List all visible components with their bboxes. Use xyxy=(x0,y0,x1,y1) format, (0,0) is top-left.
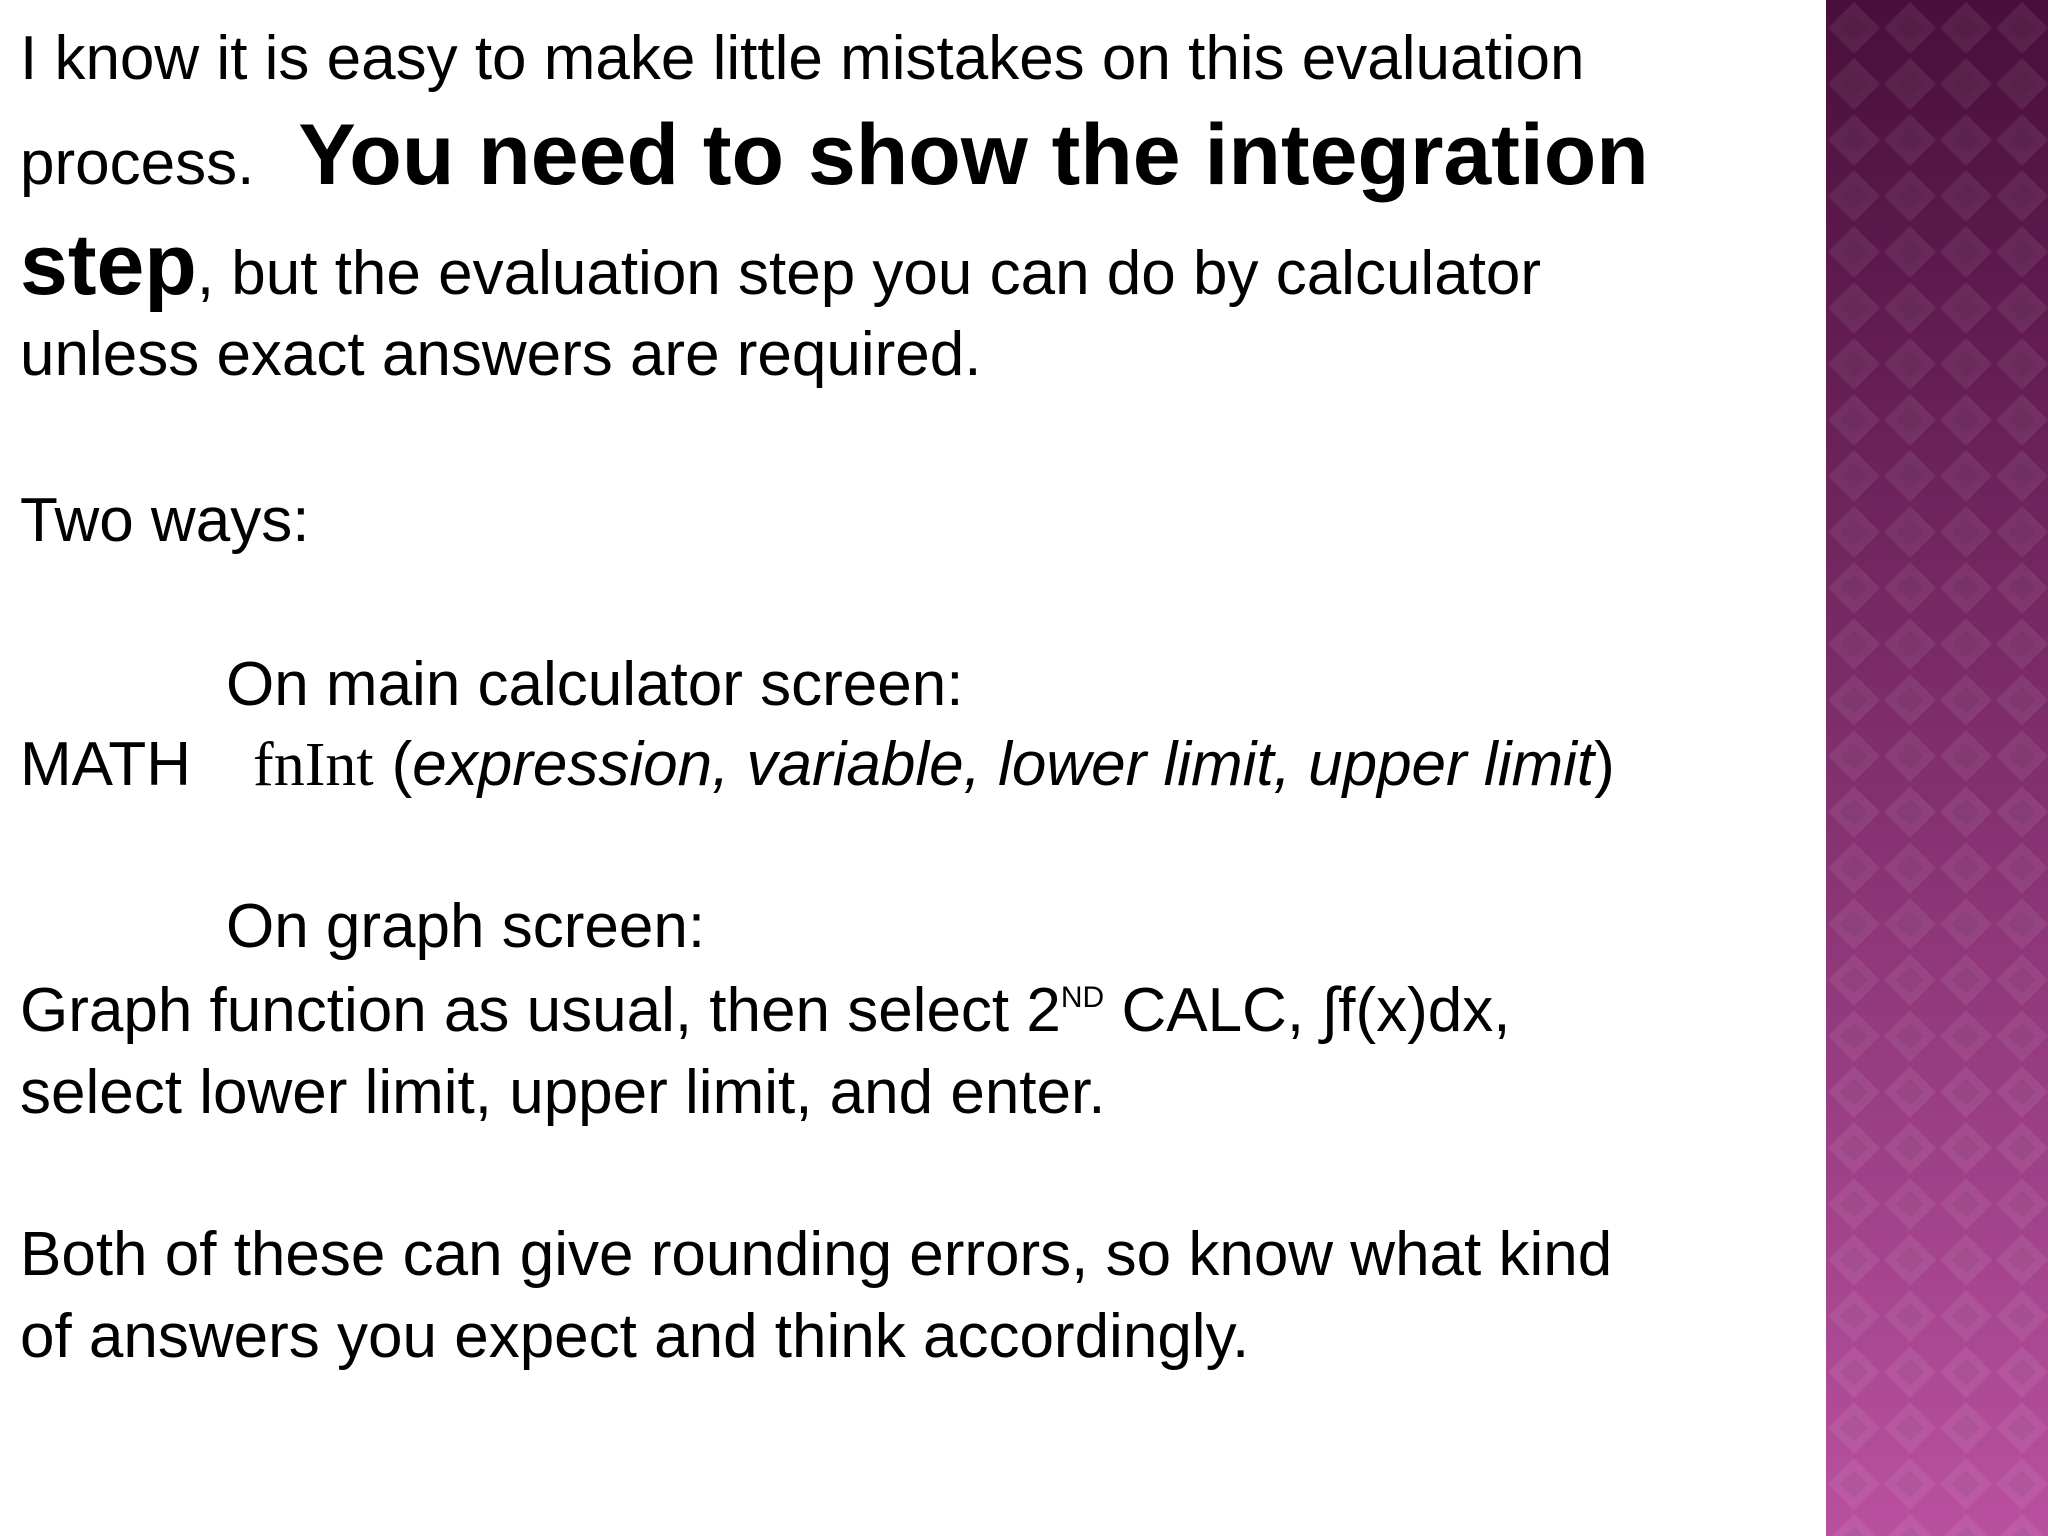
method-2-heading xyxy=(226,892,706,961)
band-diamond-overlay xyxy=(1826,0,2048,1536)
emphasis-step: step xyxy=(20,217,197,313)
para1-line1-text: I know it is easy to make little mistakes on this evaluation xyxy=(20,24,1585,93)
method1-heading-text: On main calculator screen: xyxy=(226,650,964,719)
method-1-heading xyxy=(226,650,964,719)
para1-line2-start: process. xyxy=(20,129,255,198)
method-2-line-2 xyxy=(20,1058,1106,1127)
method2-line2-text: select lower limit, upper limit, and enter. xyxy=(20,1058,1106,1127)
decorative-side-band xyxy=(1826,0,2048,1536)
conclusion-line-1 xyxy=(20,1220,1613,1289)
method-1-syntax xyxy=(20,730,1615,799)
para1-line4-text: unless exact answers are required. xyxy=(20,320,982,389)
method-2-line-1 xyxy=(20,976,1511,1045)
method2-line1-start: Graph function as usual, then select 2 xyxy=(20,976,1061,1045)
paragraph-1-line-1 xyxy=(20,24,1585,93)
fnint-arguments: expression, variable, lower limit, upper limit xyxy=(412,730,1595,799)
method2-line1-end: CALC, ∫f(x)dx, xyxy=(1104,976,1511,1045)
method2-heading-text: On graph screen: xyxy=(226,892,706,961)
fnint-function: fnInt xyxy=(253,731,374,799)
paragraph-1-line-4 xyxy=(20,320,982,389)
conclusion-line2-text: of answers you expect and think accordingly. xyxy=(20,1302,1250,1371)
emphasis-text: You need to show the integration xyxy=(298,107,1649,203)
conclusion-line1-text: Both of these can give rounding errors, so know what kind xyxy=(20,1220,1613,1289)
math-key-label: MATH xyxy=(20,730,192,799)
close-paren: ) xyxy=(1594,730,1615,799)
paragraph-1-line-3 xyxy=(20,217,1542,313)
two-ways-label xyxy=(20,486,310,555)
diamond-pattern-graphic xyxy=(1826,0,2048,1536)
conclusion-line-2 xyxy=(20,1302,1250,1371)
two-ways-text: Two ways: xyxy=(20,486,310,555)
superscript-nd: ND xyxy=(1060,981,1105,1014)
open-paren: ( xyxy=(391,730,413,799)
slide-content xyxy=(20,0,1820,1536)
para1-line3-rest: , but the evaluation step you can do by calculator xyxy=(196,239,1542,308)
paragraph-1-line-2 xyxy=(20,107,1649,203)
